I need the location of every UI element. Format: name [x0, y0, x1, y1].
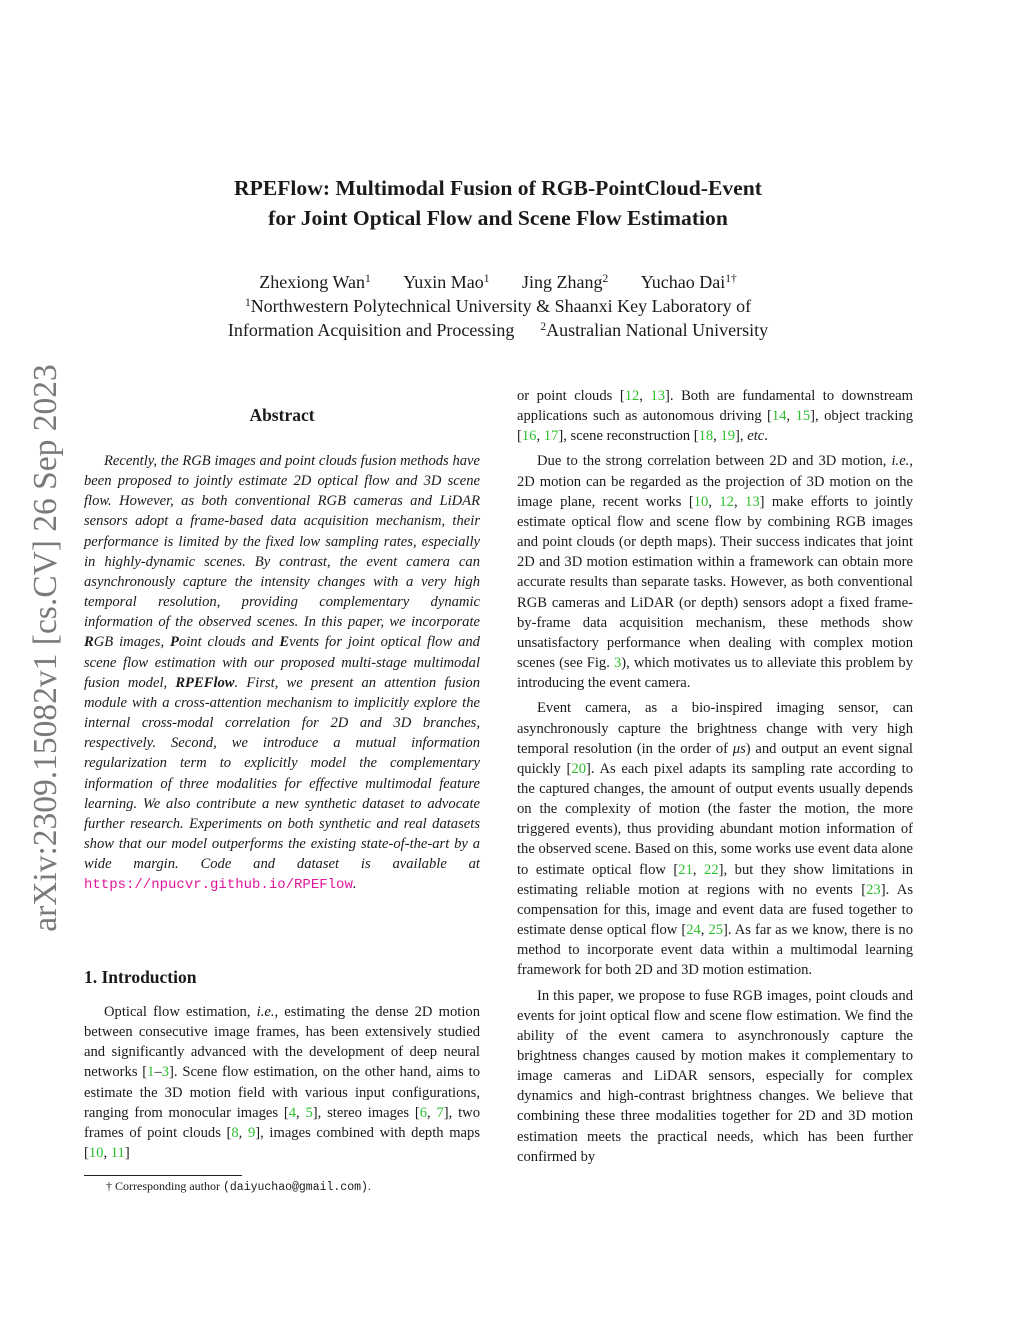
citation-link[interactable]: 9 — [247, 1124, 256, 1141]
citation-link[interactable]: 25 — [708, 922, 724, 939]
author: Yuchao Dai$^{1\dagger}$ — [640, 272, 737, 292]
citation-link[interactable]: 1 — [147, 1064, 155, 1081]
abstract-heading: Abstract — [249, 405, 315, 425]
introduction-left-column: Optical flow estimation, i.e., estimating the dense 2D motion between consecutive image frames, has been extensively studied and significantly advanced with the development of deep neural networks [1–3]. Scene flow estimation, on the other hand, aims to estimate the 3D motion field with various input configurations, ranging from monocular images [4, 5], stereo images [6, 7], two frames of point clouds [8, 9], images combined with depth maps [10, 11] — [84, 1004, 481, 1162]
author: Yuxin Mao$^1$ — [403, 272, 490, 292]
author: Jing Zhang$^2$ — [521, 272, 609, 292]
abstract-body: Recently, the RGB images and point clouds fusion methods have been proposed to jointly estimate 2D optical flow and 3D scene flow. However, as both conventional RGB cameras and LiDAR sensors adopt a frame-based data acquisition mechanism, their performance is limited by the fixed low sampling rates, especially in highly-dynamic scenes. By contrast, the event camera can asynchronously capture the intensity changes with a very high temporal resolution, providing complementary dynamic information of the observed scenes. In this paper, we incorporate RGB images, Point clouds and Events for joint optical flow and scene flow estimation with our proposed multi-stage multimodal fusion model, RPEFlow. First, we present an attention fusion module with a cross-attention mechanism to implicitly explore the internal cross-modal correlation for 2D and 3D branches, respectively. Second, we introduce a mutual information regularization term to explicitly model the complementary information of three modalities for effective multimodal feature learning. We also contribute a new synthetic dataset to advocate further research. Experiments on both synthetic and real datasets show that our model outperforms the existing state-of-the-art by a wide margin. Code and dataset is available at https://npucvr.github.io/RPEFlow. — [84, 453, 480, 894]
citation-link[interactable]: 6 — [419, 1104, 428, 1121]
citation-link[interactable]: 21 — [678, 861, 693, 878]
author-list — [140, 270, 856, 294]
section-heading-introduction: 1. Introduction — [84, 967, 197, 987]
citation-link[interactable]: 19 — [720, 428, 736, 445]
footnote-rule — [84, 1175, 242, 1176]
citation-link[interactable]: 18 — [698, 428, 714, 445]
citation-link[interactable]: 10 — [693, 493, 709, 510]
project-url-link[interactable]: https://npucvr.github.io/RPEFlow — [84, 877, 353, 894]
citation-link[interactable]: 4 — [288, 1104, 297, 1121]
citation-link[interactable]: 17 — [543, 428, 559, 445]
arxiv-identifier: arXiv:2309.15082v1 [cs.CV] 26 Sep 2023 — [27, 364, 64, 932]
citation-link[interactable]: 3 — [161, 1064, 170, 1081]
footnote: † Corresponding author (daiyuchao@gmail.com). — [106, 1179, 371, 1194]
figure-link[interactable]: 3 — [613, 655, 622, 672]
author: Zhexiong Wan$^1$ — [259, 272, 371, 292]
citation-link[interactable]: 8 — [231, 1124, 239, 1141]
citation-link[interactable]: 23 — [866, 881, 881, 898]
citation-link[interactable]: 7 — [436, 1104, 444, 1121]
citation-link[interactable]: 24 — [686, 922, 701, 939]
citation-link[interactable]: 15 — [795, 408, 811, 425]
author-email: (daiyuchao@gmail.com) — [222, 1181, 368, 1194]
citation-link[interactable]: 12 — [624, 388, 640, 404]
affiliation-line-2: Information Acquisition and Processing $^2$Australian National University — [227, 320, 769, 340]
citation-link[interactable]: 13 — [650, 388, 666, 404]
citation-link[interactable]: 10 — [88, 1145, 104, 1162]
citation-link[interactable]: 13 — [745, 493, 760, 510]
citation-link[interactable]: 20 — [571, 760, 586, 777]
paper-title — [140, 173, 856, 233]
citation-link[interactable]: 22 — [704, 861, 719, 878]
title-line-2: for Joint Optical Flow and Scene Flow Estimation — [268, 206, 728, 230]
citation-link[interactable]: 5 — [305, 1104, 313, 1121]
introduction-right-column: or point clouds [12, 13]. Both are fundamental to downstream applications such as autonomous driving [14, 15], object tracking [16, 17], scene reconstruction [18, 19], etc. Due to the strong correlation between 2D and 3D motion, i.e., 2D motion can be regarded as the projection of 3D motion on the image plane, recent works [10, 12, 13] make efforts to jointly estimate optical flow and scene flow by combining RGB images and point clouds (or depth maps). Their success indicates that joint 2D and 3D motion estimation within a framework can obtain more accurate results than separate tasks. However, as both conventional RGB cameras and LiDAR (or depth) sensors adopt a fixed frame-by-frame data acquisition mechanism, these methods show unsatisfactory performance when dealing with complex motion scenes (see Fig. 3), which motivates us to alleviate this problem by introducing the event camera. Event camera, as a bio-inspired imaging sensor, can asynchronously capture the brightness change with very high temporal resolution (in the order of μs) and output an event signal quickly [20]. As each pixel adapts its sampling rate according to the captured changes, the amount of output events usually depends on the complexity of motion (the faster the motion, the more triggered events), thus providing abundant motion information of the observed scene. Based on this, some works use event data alone to estimate optical flow [21, 22], but they show limitations in estimating reliable motion at regions with no events [23]. As compensation for this, image and event data are fused together to estimate dense optical flow [24, 25]. As far as we know, there is no method to incorporate event data within a multimodal learning framework for both 2D and 3D motion estimation. In this paper, we propose to fuse RGB images, point clouds and events for joint optical flow and scene flow estimation. We find the ability of the event camera to asynchronously capture the brightness changes caused by motion makes it complementary to image cameras and LiDAR sensors, especially for complex dynamics and high-contrast brightness changes. We believe that combining these three modalities together for 2D and 3D motion estimation meets the practical needs, which has been further confirmed by — [517, 388, 914, 1165]
citation-link[interactable]: 14 — [771, 408, 787, 425]
citation-link[interactable]: 12 — [719, 493, 734, 510]
title-line-1: RPEFlow: Multimodal Fusion of RGB-PointCloud-Event — [234, 176, 762, 200]
citation-link[interactable]: 11 — [110, 1145, 125, 1162]
affiliation-line-1: $^1$Northwestern Polytechnical University & Shaanxi Key Laboratory of — [244, 296, 752, 316]
citation-link[interactable]: 16 — [521, 428, 537, 445]
